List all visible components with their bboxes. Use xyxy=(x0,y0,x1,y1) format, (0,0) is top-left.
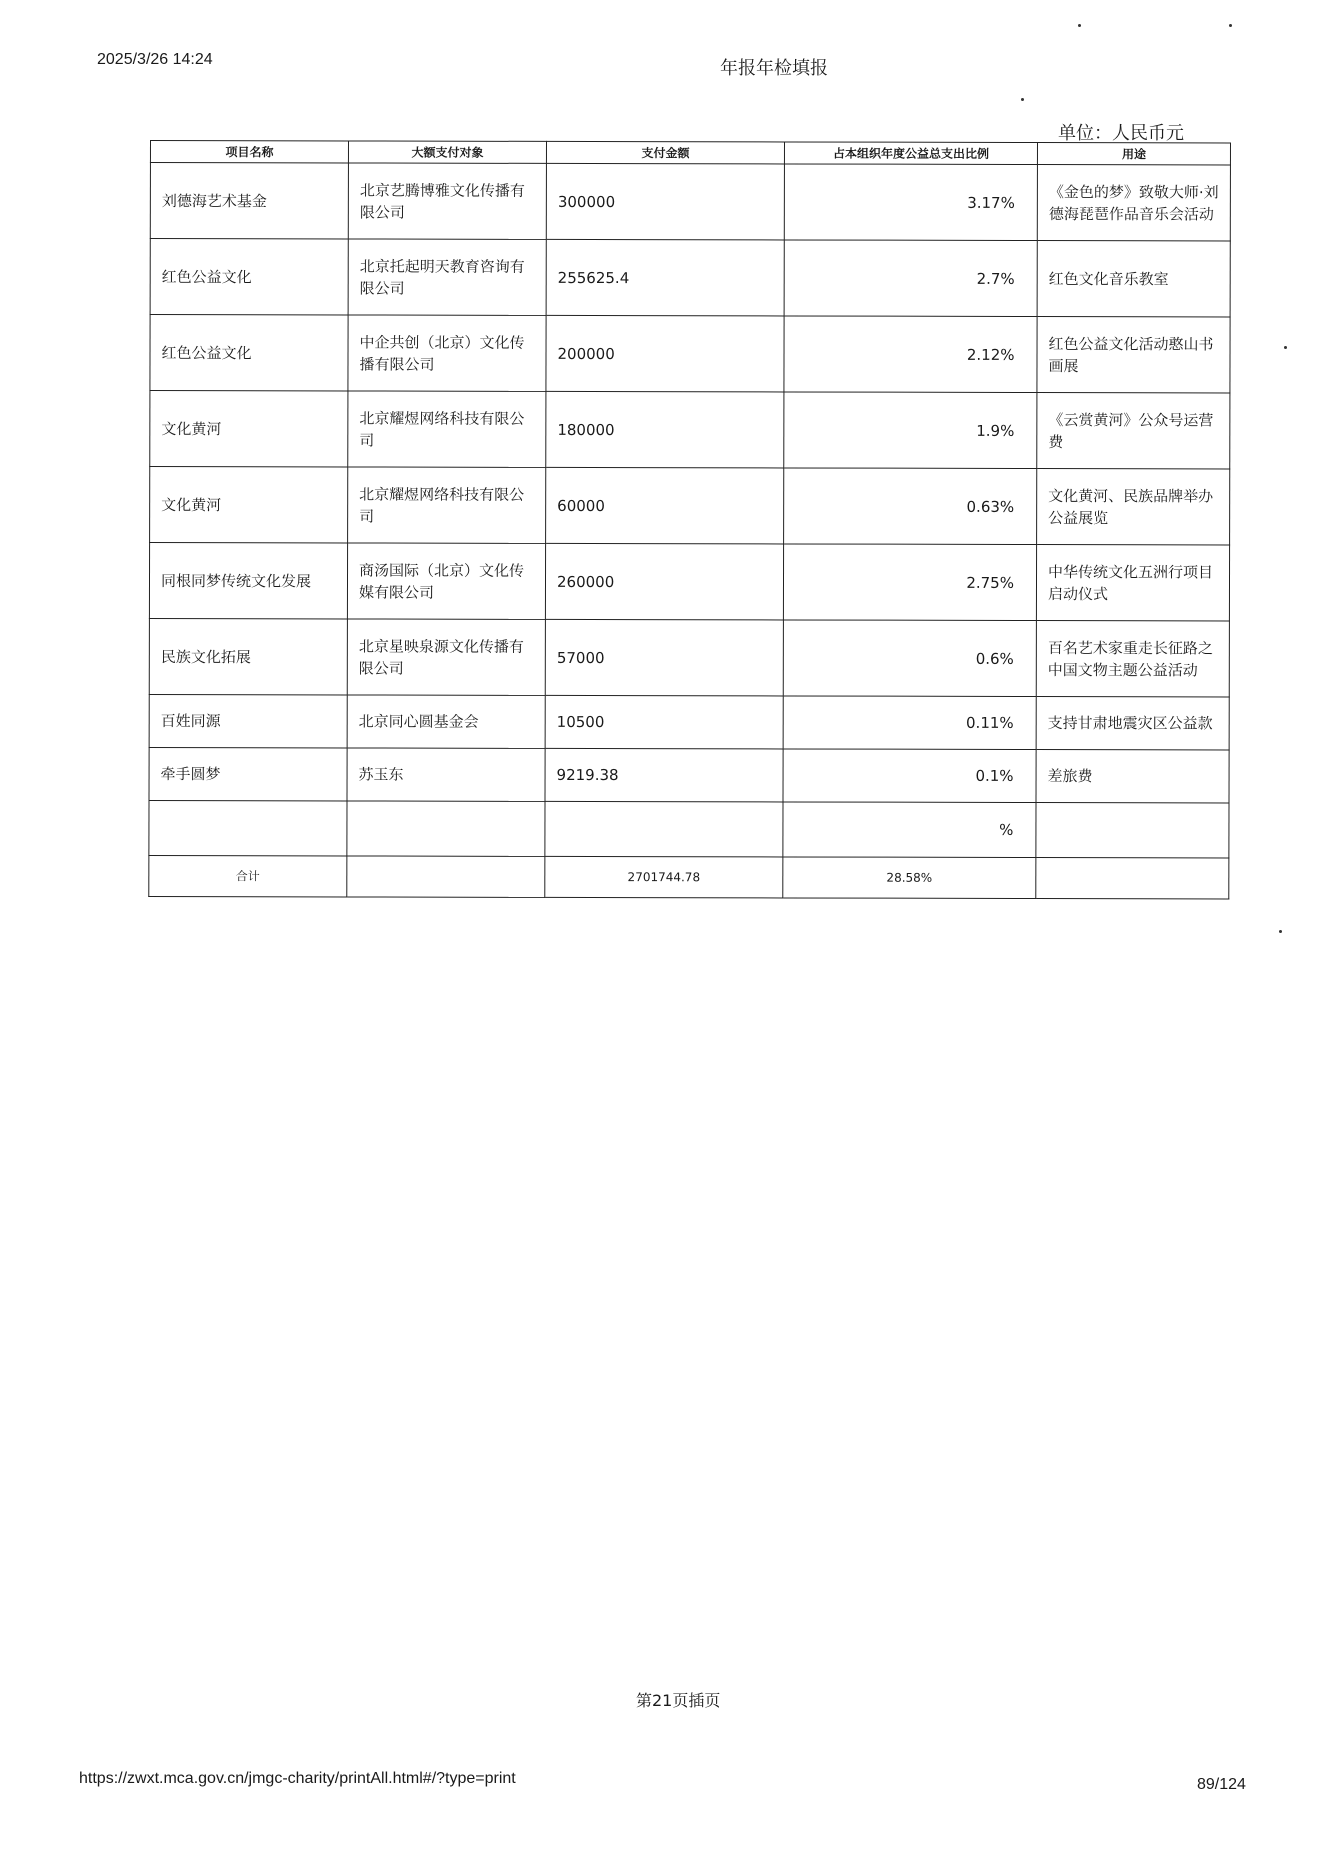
cell-purpose: 《云赏黄河》公众号运营费 xyxy=(1037,393,1230,469)
cell-purpose: 百名艺术家重走长征路之中国文物主题公益活动 xyxy=(1036,621,1229,697)
cell-payee: 商汤国际（北京）文化传媒有限公司 xyxy=(347,543,545,619)
table-row xyxy=(149,543,1229,621)
cell-purpose: 《金色的梦》致敬大师·刘德海琵琶作品音乐会活动 xyxy=(1037,165,1230,241)
table-row xyxy=(149,800,1229,857)
cell-project: 红色公益文化 xyxy=(150,239,348,315)
cell-amount: 255625.4 xyxy=(546,239,784,316)
column-header-purpose: 用途 xyxy=(1037,143,1230,165)
column-header-payee: 大额支付对象 xyxy=(348,141,546,163)
cell-payee: 北京同心圆基金会 xyxy=(347,695,545,748)
cell-project: 刘德海艺术基金 xyxy=(150,163,348,239)
cell-amount: 180000 xyxy=(546,391,784,468)
total-label: 合计 xyxy=(149,855,347,896)
total-ratio: 28.58% xyxy=(783,857,1036,899)
column-header-project: 项目名称 xyxy=(150,141,348,163)
cell-ratio: 0.63% xyxy=(784,468,1037,545)
scan-speck xyxy=(1078,24,1081,27)
cell-payee: 苏玉东 xyxy=(347,748,545,801)
column-header-amount: 支付金额 xyxy=(546,141,784,164)
cell-ratio: 0.6% xyxy=(783,620,1036,697)
cell-amount: 10500 xyxy=(545,695,783,749)
cell-amount: 300000 xyxy=(546,163,784,240)
cell-payee: 北京耀煜网络科技有限公司 xyxy=(348,391,546,467)
cell-project: 牵手圆梦 xyxy=(149,747,347,800)
cell-ratio: 0.1% xyxy=(783,749,1036,803)
cell-ratio: 0.11% xyxy=(783,696,1036,750)
cell-payee: 北京托起明天教育咨询有限公司 xyxy=(348,239,546,315)
table-row xyxy=(149,618,1229,696)
cell-amount: 60000 xyxy=(546,467,784,544)
scan-speck xyxy=(1279,930,1282,933)
cell-purpose xyxy=(1036,803,1229,858)
cell-purpose: 差旅费 xyxy=(1036,750,1229,803)
cell-project: 文化黄河 xyxy=(150,391,348,467)
cell-project: 民族文化拓展 xyxy=(149,618,347,694)
cell-amount: 57000 xyxy=(545,619,783,696)
cell-ratio: 1.9% xyxy=(784,392,1037,469)
page-title: 年报年检填报 xyxy=(720,58,828,79)
print-datetime: 2025/3/26 14:24 xyxy=(97,51,213,68)
cell-payee: 北京星映泉源文化传播有限公司 xyxy=(347,619,545,695)
scan-speck xyxy=(1284,346,1287,349)
cell-project: 同根同梦传统文化发展 xyxy=(149,543,347,619)
cell-payee: 北京耀煜网络科技有限公司 xyxy=(348,467,546,543)
table-row xyxy=(150,239,1230,317)
cell-ratio: 2.7% xyxy=(784,240,1037,317)
cell-ratio: 3.17% xyxy=(784,164,1037,241)
table-row xyxy=(150,315,1230,393)
cell-purpose: 中华传统文化五洲行项目启动仪式 xyxy=(1036,545,1229,621)
cell-payee: 中企共创（北京）文化传播有限公司 xyxy=(348,315,546,391)
insert-page-label: 第21页插页 xyxy=(636,1691,721,1710)
currency-unit-label: 单位：人民币元 xyxy=(1058,123,1184,144)
column-header-ratio: 占本组织年度公益总支出比例 xyxy=(784,142,1037,165)
cell-amount xyxy=(545,801,783,857)
total-purpose-empty xyxy=(1036,858,1229,899)
cell-purpose: 支持甘肃地震灾区公益款 xyxy=(1036,697,1229,750)
table-header-row xyxy=(150,141,1230,165)
cell-purpose: 文化黄河、民族品牌举办公益展览 xyxy=(1037,469,1230,545)
cell-ratio: % xyxy=(783,802,1036,858)
cell-ratio: 2.12% xyxy=(784,316,1037,393)
scan-speck xyxy=(1229,24,1232,27)
print-url: https://zwxt.mca.gov.cn/jmgc-charity/printAll.html#/?type=print xyxy=(79,1770,516,1787)
table-row xyxy=(149,694,1229,749)
cell-payee: 北京艺腾博雅文化传播有限公司 xyxy=(348,163,546,239)
cell-project xyxy=(149,800,347,855)
scan-speck xyxy=(1021,98,1024,101)
table-row xyxy=(149,747,1229,802)
table-row xyxy=(150,163,1230,241)
cell-amount: 200000 xyxy=(546,315,784,392)
cell-purpose: 红色公益文化活动憨山书画展 xyxy=(1037,317,1230,393)
cell-project: 红色公益文化 xyxy=(150,315,348,391)
table-row xyxy=(150,467,1230,545)
table-row xyxy=(150,391,1230,469)
total-payee-empty xyxy=(347,856,545,897)
page-counter: 89/124 xyxy=(1197,1776,1246,1793)
cell-payee xyxy=(347,801,545,856)
cell-ratio: 2.75% xyxy=(783,544,1036,621)
cell-purpose: 红色文化音乐教室 xyxy=(1037,241,1230,317)
cell-amount: 9219.38 xyxy=(545,748,783,802)
total-amount: 2701744.78 xyxy=(545,856,783,898)
large-payments-table xyxy=(148,140,1231,899)
cell-project: 百姓同源 xyxy=(149,694,347,747)
cell-project: 文化黄河 xyxy=(150,467,348,543)
table-total-row xyxy=(149,855,1229,898)
cell-amount: 260000 xyxy=(545,543,783,620)
